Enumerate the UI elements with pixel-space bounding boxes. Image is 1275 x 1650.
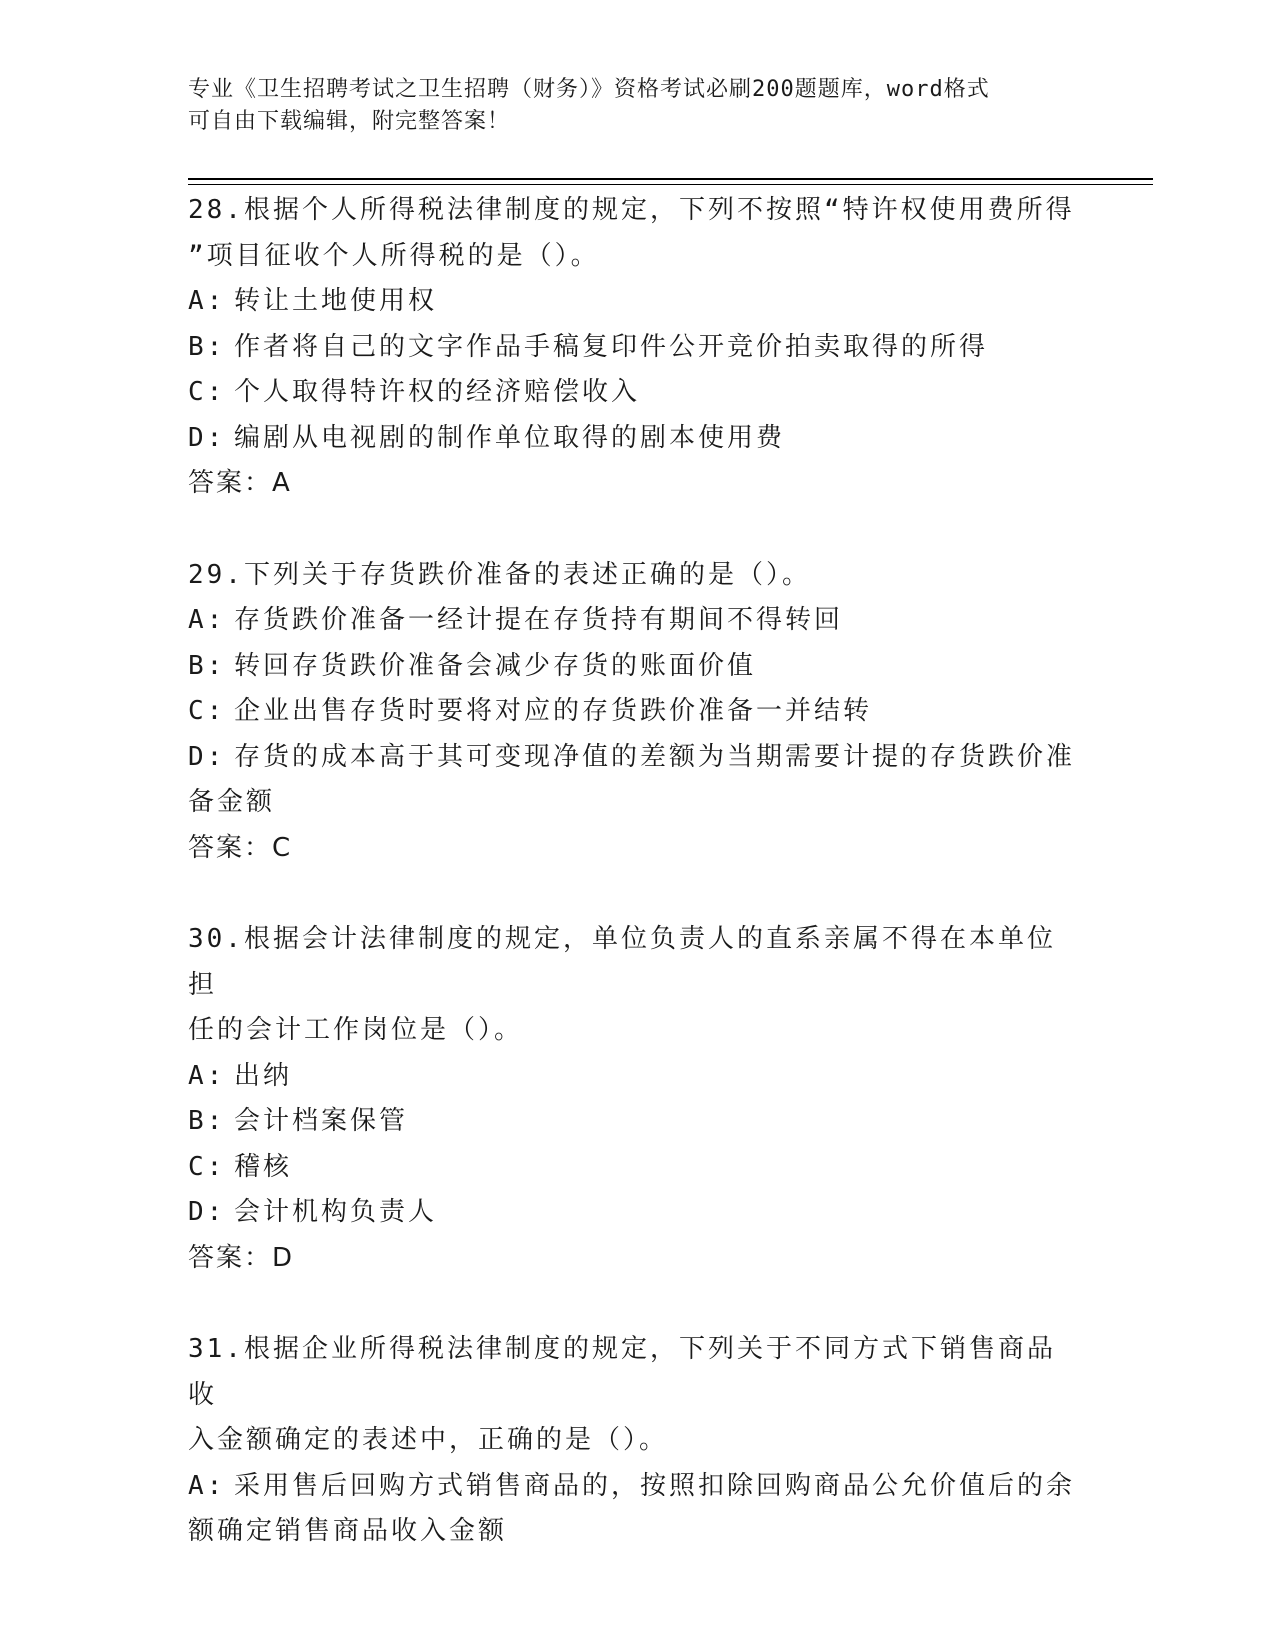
option-text: 稽核 bbox=[234, 1151, 293, 1182]
header-line-2: 可自由下载编辑，附完整答案！ bbox=[188, 109, 511, 134]
option-line bbox=[188, 1054, 1078, 1100]
option-line bbox=[188, 370, 1078, 416]
option-key: A: bbox=[188, 1470, 226, 1501]
option-line bbox=[188, 644, 1078, 690]
option-text: 作者将自己的文字作品手稿复印件公开竞价拍卖取得的所得 bbox=[234, 331, 989, 362]
question-stem-line: ”项目征收个人所得税的是（）。 bbox=[188, 240, 600, 271]
question-item bbox=[188, 917, 1078, 1281]
option-key: A: bbox=[188, 605, 226, 635]
option-line bbox=[188, 735, 1078, 781]
document-header bbox=[188, 74, 1068, 138]
option-line bbox=[188, 279, 1078, 325]
option-key: C: bbox=[188, 1151, 226, 1182]
question-stem-line: 30.根据会计法律制度的规定，单位负责人的直系亲属不得在本单位担 bbox=[188, 924, 1056, 1000]
option-text: 转让土地使用权 bbox=[234, 286, 438, 316]
option-line bbox=[188, 325, 1078, 371]
option-key: D: bbox=[188, 1197, 226, 1227]
question-item bbox=[188, 1327, 1078, 1555]
option-text: 转回存货跌价准备会减少存货的账面价值 bbox=[234, 650, 757, 681]
question-stem-line: 29.下列关于存货跌价准备的表述正确的是（）。 bbox=[188, 559, 811, 590]
option-line bbox=[188, 1190, 1078, 1236]
option-key: A: bbox=[188, 286, 226, 316]
option-text: 个人取得特许权的经济赔偿收入 bbox=[234, 377, 641, 407]
option-key: B: bbox=[188, 1106, 226, 1136]
question-item bbox=[188, 553, 1078, 872]
question-item bbox=[188, 188, 1078, 507]
option-key: D: bbox=[188, 422, 226, 453]
option-key: A: bbox=[188, 1060, 226, 1091]
option-line bbox=[188, 416, 1078, 462]
question-stem-line: 31.根据企业所得税法律制度的规定，下列关于不同方式下销售商品收 bbox=[188, 1334, 1056, 1410]
option-text: 存货的成本高于其可变现净值的差额为当期需要计提的存货跌价准 bbox=[234, 741, 1076, 772]
question-list bbox=[188, 188, 1078, 1601]
answer-line: 答案：C bbox=[188, 832, 293, 863]
option-key: C: bbox=[188, 696, 226, 726]
option-line bbox=[188, 1145, 1078, 1191]
option-line bbox=[188, 689, 1078, 735]
option-text: 编剧从电视剧的制作单位取得的剧本使用费 bbox=[234, 422, 786, 453]
option-line: 额确定销售商品收入金额 bbox=[188, 1516, 508, 1546]
option-key: D: bbox=[188, 741, 226, 772]
option-text: 采用售后回购方式销售商品的，按照扣除回购商品公允价值后的余 bbox=[234, 1470, 1076, 1501]
option-text: 存货跌价准备一经计提在存货持有期间不得转回 bbox=[234, 605, 844, 635]
answer-line: 答案：A bbox=[188, 468, 292, 498]
option-key: B: bbox=[188, 650, 226, 681]
question-stem-line: 任的会计工作岗位是（）。 bbox=[188, 1015, 524, 1045]
option-line bbox=[188, 1099, 1078, 1145]
question-stem-line: 入金额确定的表述中，正确的是（）。 bbox=[188, 1425, 669, 1455]
option-key: B: bbox=[188, 331, 226, 362]
header-line-1: 专业《卫生招聘考试之卫生招聘（财务）》资格考试必刷200题题库，word格式 bbox=[188, 77, 990, 102]
option-text: 出纳 bbox=[234, 1060, 293, 1091]
option-line bbox=[188, 1464, 1078, 1510]
question-stem-line: 28.根据个人所得税法律制度的规定，下列不按照“特许权使用费所得 bbox=[188, 195, 1075, 225]
option-text: 企业出售存货时要将对应的存货跌价准备一并结转 bbox=[234, 696, 873, 726]
answer-line: 答案：D bbox=[188, 1242, 295, 1273]
header-rule-thin bbox=[188, 184, 1153, 185]
option-line: 备金额 bbox=[188, 787, 276, 817]
option-text: 会计机构负责人 bbox=[234, 1197, 438, 1227]
header-rule-thick bbox=[188, 178, 1153, 180]
option-text: 会计档案保管 bbox=[234, 1106, 409, 1136]
option-line bbox=[188, 598, 1078, 644]
option-key: C: bbox=[188, 377, 226, 407]
